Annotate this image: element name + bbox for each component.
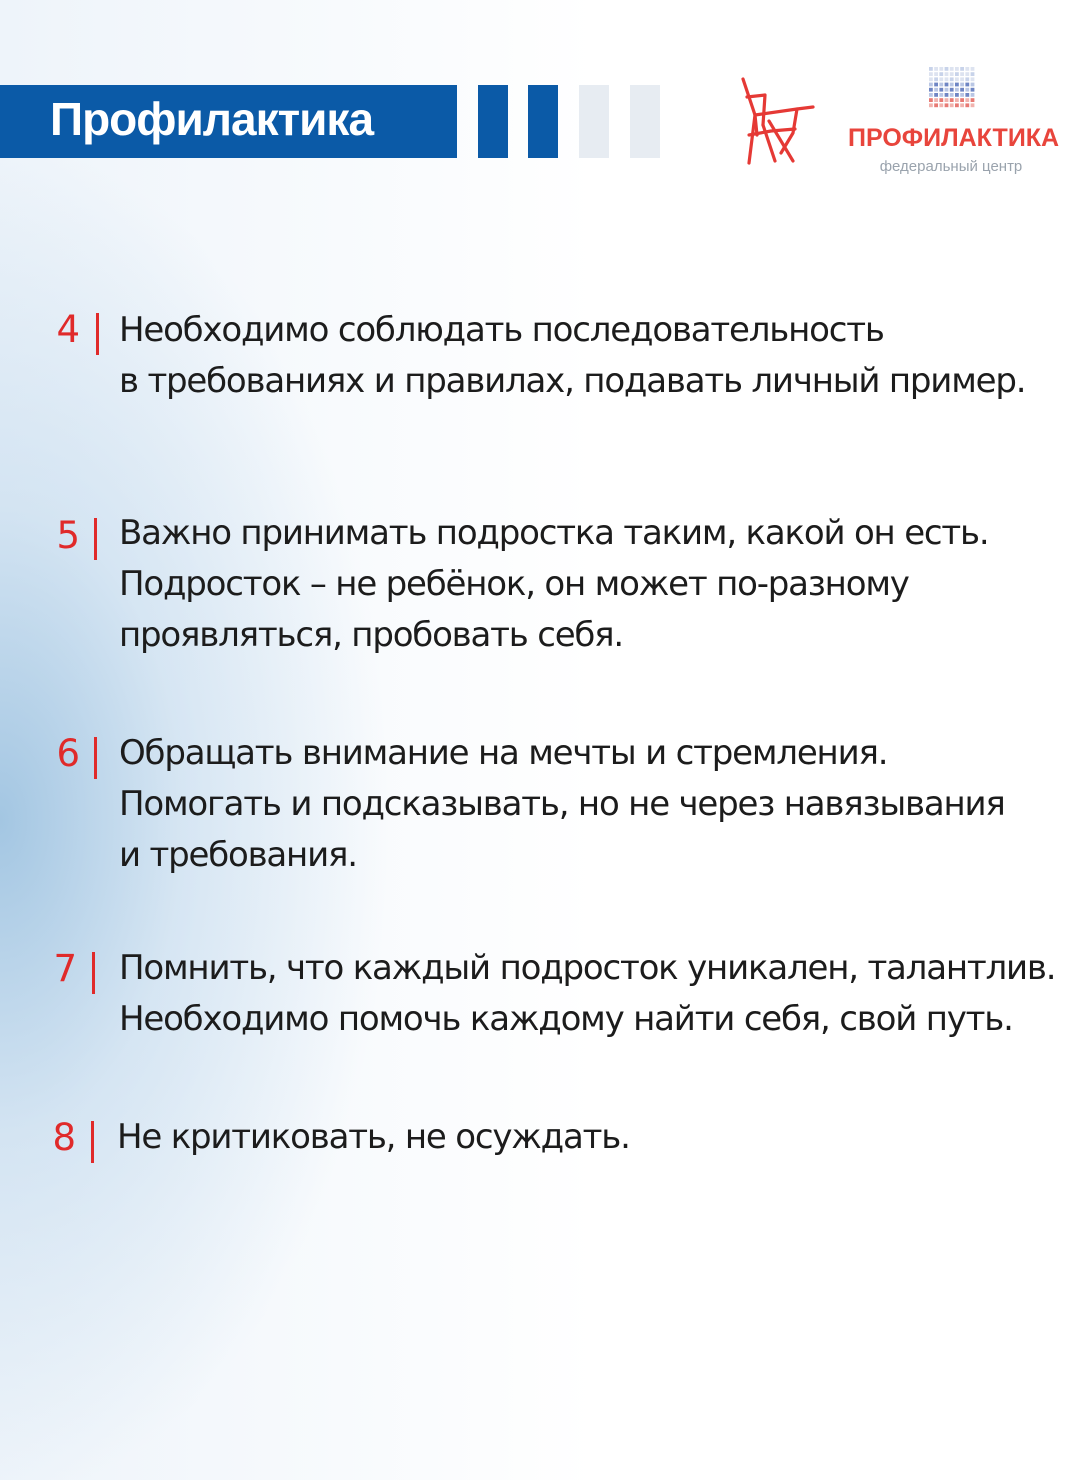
item-number: 6: [56, 732, 80, 775]
item-number: 7: [53, 947, 77, 990]
item-line: Подросток – не ребёнок, он может по-разному: [119, 564, 909, 604]
item-text: [119, 943, 1069, 1045]
chair-logo-icon: [735, 75, 817, 167]
item-divider: [96, 313, 99, 355]
item-line: Обращать внимание на мечты и стремления.: [119, 733, 888, 773]
item-line: Помнить, что каждый подросток уникален, талантлив.: [119, 948, 1056, 988]
brand-name: ПРОФИЛАКТИКА: [848, 124, 1060, 152]
decor-stripe-blue-1: [478, 85, 508, 158]
item-line: Важно принимать подростка таким, какой он есть.: [119, 513, 989, 553]
item-divider: [94, 737, 97, 779]
item-line: проявляться, пробовать себя.: [119, 615, 624, 655]
item-line: в требованиях и правилах, подавать личный пример.: [119, 361, 1026, 401]
item-text: [119, 305, 1069, 407]
item-number: 5: [56, 514, 80, 557]
item-line: и требования.: [119, 835, 357, 875]
brand-subtitle: федеральный центр: [879, 158, 1023, 175]
pixel-grid-logo-icon: [928, 66, 976, 110]
item-line: Не критиковать, не осуждать.: [117, 1117, 630, 1157]
decor-stripe-blue-2: [528, 85, 558, 158]
item-text: [117, 1112, 1067, 1163]
item-line: Необходимо соблюдать последовательность: [119, 310, 884, 350]
item-text: [119, 508, 1069, 661]
item-number: 4: [56, 308, 80, 351]
page-title: Профилактика: [50, 93, 374, 145]
item-line: Помогать и подсказывать, но не через навязывания: [119, 784, 1005, 824]
item-text: [119, 728, 1069, 881]
decor-stripe-light-2: [630, 85, 660, 158]
item-line: Необходимо помочь каждому найти себя, свой путь.: [119, 999, 1013, 1039]
item-number: 8: [52, 1116, 76, 1159]
item-divider: [91, 1121, 94, 1163]
item-divider: [92, 952, 95, 994]
decor-stripe-light-1: [579, 85, 609, 158]
item-divider: [94, 518, 97, 560]
